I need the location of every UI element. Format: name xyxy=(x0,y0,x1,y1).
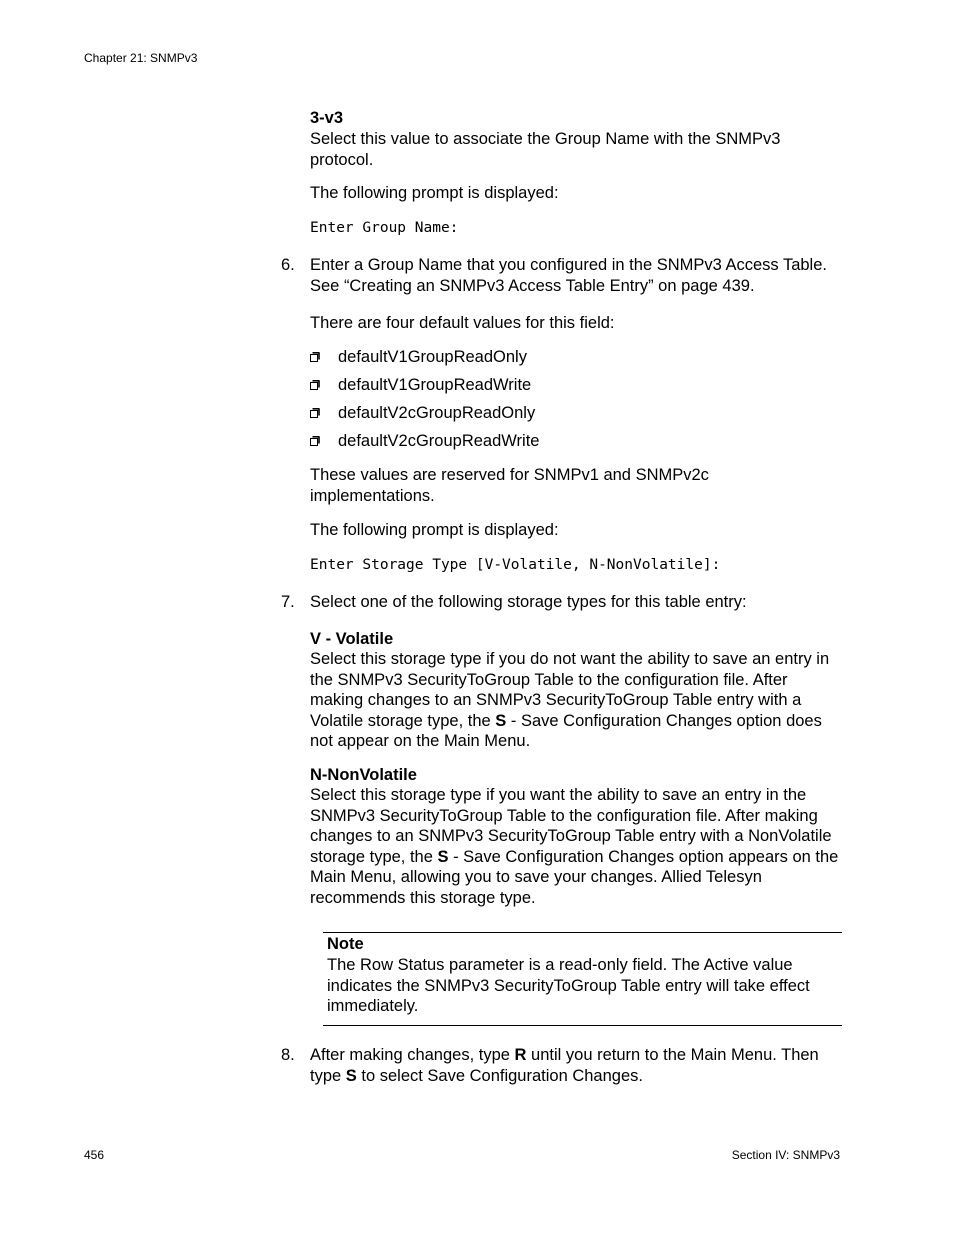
volatile-desc-text-end: - Save Configuration Changes option does not appear on the Main Menu. xyxy=(310,711,822,750)
volatile-desc-text: Select this storage type if you do not want the ability to save an entry in the SNMPv3 SecurityToGroup Table to the configuration file. After making changes to an SNMPv3 SecurityToGroup Table entry with a Volatile storage type, the xyxy=(310,650,830,730)
step-8-key-r: R xyxy=(514,1046,527,1064)
step-8-key-s: S xyxy=(345,1066,357,1085)
checkbox-bullet-icon xyxy=(310,408,320,418)
step-8-text-part: After making changes, type xyxy=(310,1046,515,1064)
section-footer: Section IV: SNMPv3 xyxy=(731,1148,840,1162)
prompt-intro-1: The following prompt is displayed: xyxy=(310,184,559,202)
checkbox-bullet-icon xyxy=(310,380,320,390)
default-value-text: defaultV2cGroupReadWrite xyxy=(338,432,540,450)
default-value-text: defaultV1GroupReadWrite xyxy=(338,376,532,394)
step-8-text-part: until you return to the Main Menu. Then type xyxy=(310,1046,819,1085)
step-6-text: Enter a Group Name that you configured in the SNMPv3 Access Table. See “Creating an SNMPv3 Access Table Entry” on page 439. xyxy=(310,256,827,295)
step-8-number: 8. xyxy=(281,1046,295,1064)
step-7-number: 7. xyxy=(281,593,295,611)
nonvolatile-desc-text: Select this storage type if you want the ability to save an entry in the SNMPv3 SecurityToGroup Table to the configuration file. After making changes to an SNMPv3 SecurityToGroup Table entry with a NonVolatile storage type, the xyxy=(310,786,832,866)
nonvolatile-desc-text-end: - Save Configuration Changes option appears on the Main Menu, allowing you to save your changes. Allied Telesyn recommends this storage type. xyxy=(310,847,839,907)
term-3-v3-description: Select this value to associate the Group Name with the SNMPv3 protocol. xyxy=(310,130,781,169)
term-volatile: V - Volatile xyxy=(310,630,394,648)
checkbox-bullet-icon xyxy=(310,352,320,362)
prompt-code-group-name: Enter Group Name: xyxy=(310,220,459,236)
note-title: Note xyxy=(327,935,364,953)
note-top-rule xyxy=(323,932,842,933)
chapter-header: Chapter 21: SNMPv3 xyxy=(84,51,198,65)
step-6-number: 6. xyxy=(281,256,295,274)
step-8-text-part: to select Save Configuration Changes. xyxy=(356,1066,643,1085)
nonvolatile-desc-key: S xyxy=(437,847,449,866)
reserved-values-text: These values are reserved for SNMPv1 and SNMPv2c implementations. xyxy=(310,466,709,505)
default-value-text: defaultV1GroupReadOnly xyxy=(338,348,527,366)
step-7-text: Select one of the following storage types for this table entry: xyxy=(310,593,747,611)
term-nonvolatile: N-NonVolatile xyxy=(310,766,417,784)
term-volatile-description xyxy=(310,649,845,752)
term-3-v3: 3-v3 xyxy=(310,109,344,127)
defaults-intro: There are four default values for this field: xyxy=(310,314,615,332)
volatile-desc-key: S xyxy=(495,711,507,730)
note-bottom-rule xyxy=(323,1025,842,1026)
step-8-text xyxy=(310,1045,845,1086)
checkbox-bullet-icon xyxy=(310,436,320,446)
prompt-intro-2: The following prompt is displayed: xyxy=(310,521,559,539)
term-nonvolatile-description xyxy=(310,785,845,908)
default-value-text: defaultV2cGroupReadOnly xyxy=(338,404,536,422)
prompt-code-storage-type: Enter Storage Type [V-Volatile, N-NonVolatile]: xyxy=(310,557,721,573)
note-text: The Row Status parameter is a read-only field. The Active value indicates the SNMPv3 SecurityToGroup Table entry will take effect immediately. xyxy=(327,956,810,1015)
page-number: 456 xyxy=(84,1148,105,1162)
